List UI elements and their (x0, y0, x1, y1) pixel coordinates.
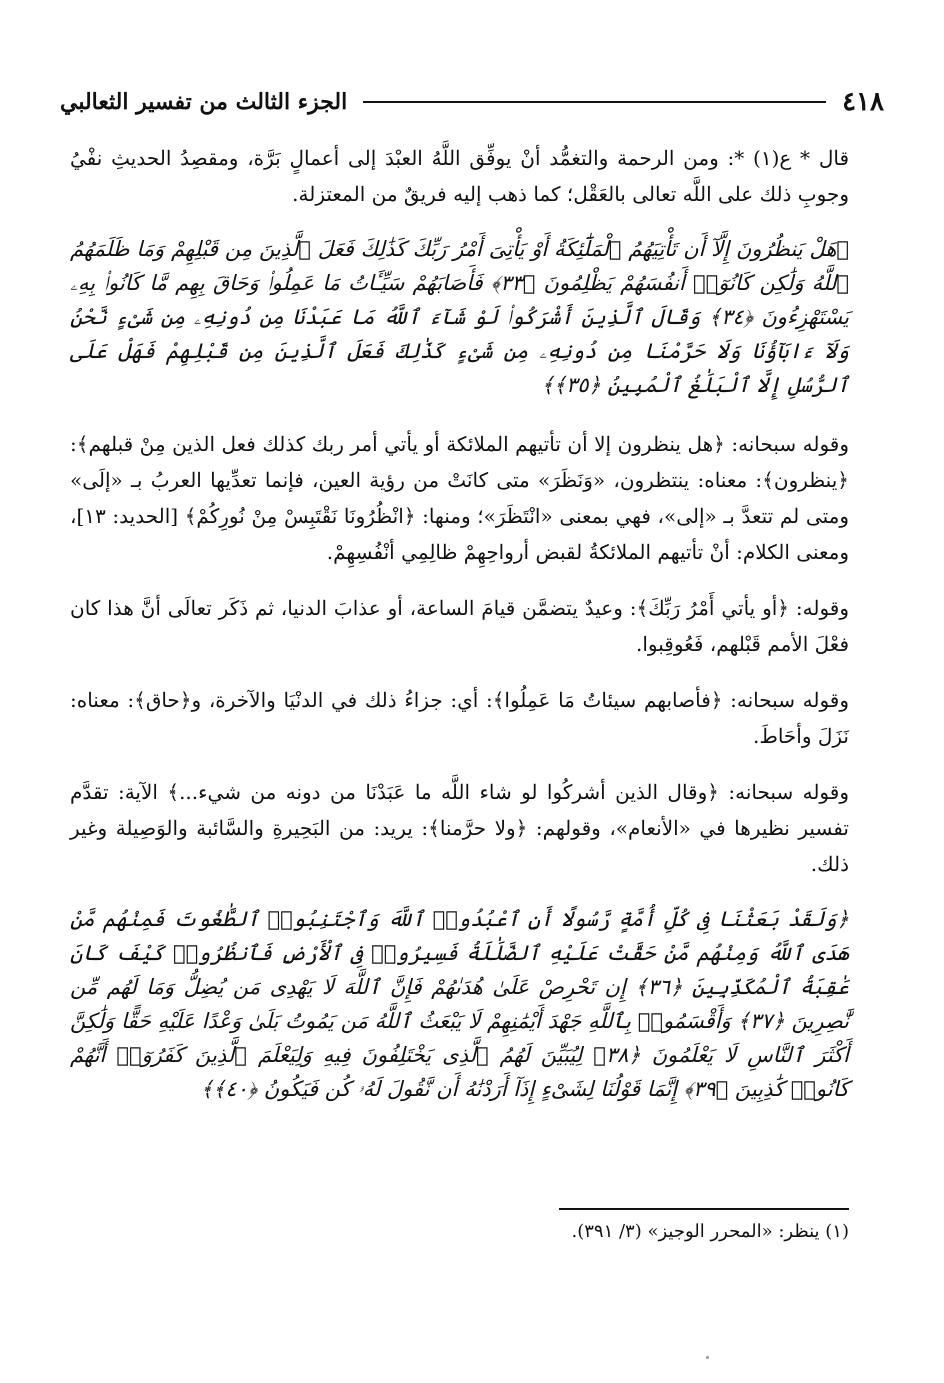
header-rule (363, 101, 826, 103)
quran-verses-36-40: ﴿وَلَقَدْ بَعَثْنَا فِى كُلِّ أُمَّةٍ رَّسُولًا أَنِ ٱعْبُدُوا۟ ٱللَّهَ وَٱجْتَنِبُوا۟ ٱلطَّٰغُوتَ فَمِنْهُم مَّنْ هَدَى ٱللَّهُ وَمِنْهُم مَّنْ حَقَّتْ عَلَيْهِ ٱلضَّلَٰلَةُ فَسِيرُوا۟ فِى ٱلْأَرْضِ فَٱنظُرُوا۟ كَيْفَ كَانَ عَٰقِبَةُ ٱلْمُكَذِّبِينَ ﴿٣٦﴾ إِن تَحْرِصْ عَلَىٰ هُدَىٰهُمْ فَإِنَّ ٱللَّهَ لَا يَهْدِى مَن يُضِلُّ وَمَا لَهُم مِّن نَّٰصِرِينَ ﴿٣٧﴾ وَأَقْسَمُوا۟ بِٱللَّهِ جَهْدَ أَيْمَٰنِهِمْ لَا يَبْعَثُ ٱللَّهُ مَن يَمُوتُ بَلَىٰ وَعْدًا عَلَيْهِ حَقًّا وَلَٰكِنَّ أَكْثَرَ ٱلنَّاسِ لَا يَعْلَمُونَ ﴿٣٨﴾ لِيُبَيِّنَ لَهُمُ ٱلَّذِى يَخْتَلِفُونَ فِيهِ وَلِيَعْلَمَ ٱلَّذِينَ كَفَرُوٓا۟ أَنَّهُمْ كَانُوا۟ كَٰذِبِينَ ﴿٣٩﴾ إِنَّمَا قَوْلُنَا لِشَىْءٍ إِذَآ أَرَدْنَٰهُ أَن نَّقُولَ لَهُۥ كُن فَيَكُونُ ﴿٤٠﴾﴾ (70, 907, 850, 1101)
scan-speck (706, 1356, 709, 1359)
page-body (70, 140, 849, 1130)
quran-verses-33-35: ﴿هَلْ يَنظُرُونَ إِلَّآ أَن تَأْتِيَهُمُ ٱلْمَلَٰٓئِكَةُ أَوْ يَأْتِىَ أَمْرُ رَبِّكَ كَذَٰلِكَ فَعَلَ ٱلَّذِينَ مِن قَبْلِهِمْ وَمَا ظَلَمَهُمُ ٱللَّهُ وَلَٰكِن كَانُوٓا۟ أَنفُسَهُمْ يَظْلِمُونَ ﴿٣٣﴾ فَأَصَابَهُمْ سَيِّـَٔاتُ مَا عَمِلُوا۟ وَحَاقَ بِهِم مَّا كَانُوا۟ بِهِۦ يَسْتَهْزِءُونَ ﴿٣٤﴾ وَقَالَ ٱلَّذِينَ أَشْرَكُوا۟ لَوْ شَآءَ ٱللَّهُ مَا عَبَدْنَا مِن دُونِهِۦ مِن شَىْءٍ نَّحْنُ وَلَآ ءَابَآؤُنَا وَلَا حَرَّمْنَا مِن دُونِهِۦ مِن شَىْءٍ كَذَٰلِكَ فَعَلَ ٱلَّذِينَ مِن قَبْلِهِمْ فَهَلْ عَلَى ٱلرُّسُلِ إِلَّا ٱلْبَلَٰغُ ٱلْمُبِينُ ﴿٣٥﴾﴾ (70, 237, 849, 397)
commentary-paragraph-5: وقوله سبحانه: ﴿وقال الذين أشركُوا لو شاء اللَّه ما عَبَدْنَا من دونه من شيء...﴾ الآية: تقدَّم تفسير نظيرها في «الأنعام»، وقولهم: ﴿ولا حرَّمنا﴾: يريد: من البَحِيرةِ والسَّائبة والوَصِيلة وغير ذلك. (70, 780, 849, 876)
commentary-paragraph-3: وقوله: ﴿أو يأتي أَمْرُ رَبِّكَ﴾: وعيدٌ يتضمَّن قيامَ الساعة، أو عذابَ الدنيا، ثم ذَكَر تعالَى أنَّ هذا كان فعْلَ الأمم قَبْلهم، فَعُوقِبوا. (70, 596, 849, 656)
commentary-paragraph-2: وقوله سبحانه: ﴿هل ينظرون إلا أن تأتيهم الملائكة أو يأتي أمر ربك كذلك فعل الذين مِنْ قبلهم﴾: ﴿ينظرون﴾: معناه: ينتظرون، «وَنَظَرَ» متى كانَتْ من رؤية العين، فإنما تعدِّيها العربُ بـ «إلَى» ومتى لم تتعدَّ بـ «إلى»، فهي بمعنى «انْتَظَرَ»؛ ومنها: ﴿انْظُرُونَا نَقْتَبِسْ مِنْ نُورِكُمْ﴾ [الحديد: ١٣]، ومعنى الكلام: أنْ تأتيهم الملائكةُ لقبض أرواحِهِمْ ظالِمِي أنْفُسِهِمْ. (70, 432, 849, 564)
running-title: الجزء الثالث من تفسير الثعالبي (60, 89, 348, 115)
footnote-1: (١) ينظر: «المحرر الوجيز» (٣/ ٣٩١). (571, 1221, 849, 1242)
page-header (60, 82, 884, 122)
footnotes (70, 1208, 849, 1248)
commentary-paragraph-4: وقوله سبحانه: ﴿فأصابهم سيئاتُ مَا عَمِلُوا﴾: أي: جزاءُ ذلك في الدنْيَا والآخرة، و﴿حاق﴾: معناه: نَزَلَ وأحَاطَ. (70, 688, 849, 748)
footnote-rule (559, 1208, 849, 1210)
commentary-paragraph-1: قال * ع(١) *: ومن الرحمة والتغمُّد أنْ يوفِّق اللَّهُ العبْدَ إلى أعمالٍ بَرَّة، ومقصِدُ الحديثِ نفْيُ وجوبِ ذلك على اللَّه تعالى بالعَقْل؛ كما ذهب إليه فريقٌ من المعتزلة. (70, 146, 849, 206)
page-number: ٤١٨ (842, 87, 884, 117)
